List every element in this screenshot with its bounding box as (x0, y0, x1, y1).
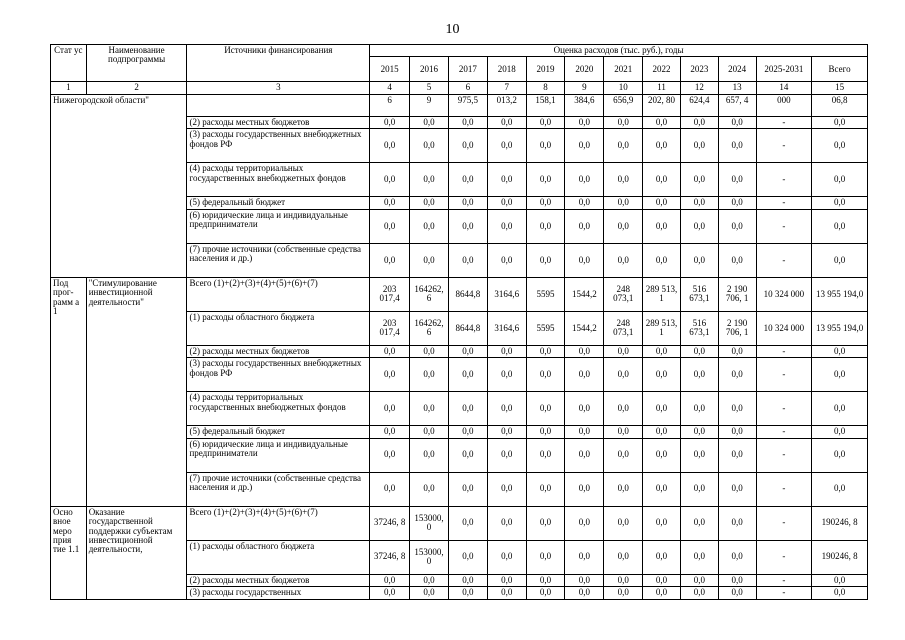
column-number: 6 (448, 82, 487, 94)
value-cell: - (756, 345, 812, 357)
value-cell: 0,0 (526, 358, 565, 392)
value-cell: 0,0 (812, 129, 868, 163)
header-year: 2020 (565, 57, 604, 82)
value-cell: - (756, 243, 812, 277)
value-cell: 10 324 000 (756, 277, 812, 311)
value-cell: 0,0 (448, 345, 487, 357)
value-cell: 0,0 (370, 345, 410, 357)
header-year: 2024 (718, 57, 756, 82)
value-cell: 0,0 (448, 209, 487, 243)
value-cell: 1544,2 (565, 277, 604, 311)
source-cell: (4) расходы территориальных государственных внебюджетных фондов (187, 392, 370, 426)
value-cell: 0,0 (526, 392, 565, 426)
value-cell: 0,0 (448, 574, 487, 586)
source-cell: Всего (1)+(2)+(3)+(4)+(5)+(6)+(7) (187, 506, 370, 540)
value-cell: 0,0 (370, 116, 410, 128)
value-cell: - (756, 209, 812, 243)
column-number: 14 (756, 82, 812, 94)
value-cell: 0,0 (680, 506, 718, 540)
value-cell: 0,0 (448, 506, 487, 540)
value-cell: 0,0 (643, 426, 681, 438)
value-cell: 0,0 (680, 472, 718, 506)
column-number: 8 (526, 82, 565, 94)
value-cell: 0,0 (812, 116, 868, 128)
value-cell: 0,0 (604, 345, 643, 357)
value-cell: 0,0 (643, 116, 681, 128)
value-cell: 0,0 (680, 426, 718, 438)
value-cell: 13 955 194,0 (812, 277, 868, 311)
value-cell: 0,0 (718, 209, 756, 243)
header-year: 2022 (643, 57, 681, 82)
source-cell: (6) юридические лица и индивидуальные предприниматели (187, 438, 370, 472)
page-number: 10 (445, 22, 460, 37)
column-number: 11 (643, 82, 681, 94)
value-cell: 0,0 (718, 163, 756, 197)
table-row (51, 277, 868, 311)
column-number: 7 (487, 82, 526, 94)
value-cell: 0,0 (604, 197, 643, 209)
value-cell: 0,0 (812, 358, 868, 392)
source-cell: (3) расходы государственных (187, 587, 370, 599)
value-cell: 0,0 (487, 574, 526, 586)
header-year: 2015 (370, 57, 410, 82)
value-cell: 0,0 (643, 209, 681, 243)
value-cell: 384,6 (565, 94, 604, 116)
value-cell: 0,0 (370, 163, 410, 197)
value-cell: 0,0 (680, 540, 718, 574)
value-cell: 0,0 (565, 392, 604, 426)
value-cell: - (756, 438, 812, 472)
value-cell: 0,0 (410, 209, 449, 243)
value-cell: 0,0 (448, 438, 487, 472)
value-cell: 0,0 (526, 116, 565, 128)
value-cell: 0,0 (370, 197, 410, 209)
header-year: 2023 (680, 57, 718, 82)
value-cell: 0,0 (410, 392, 449, 426)
value-cell: 000 (756, 94, 812, 116)
value-cell: 0,0 (604, 540, 643, 574)
value-cell: 0,0 (680, 243, 718, 277)
header-sources: Источники финансирования (187, 45, 370, 82)
header-year: 2016 (410, 57, 449, 82)
value-cell: 0,0 (643, 197, 681, 209)
value-cell: 0,0 (526, 540, 565, 574)
value-cell: 0,0 (487, 163, 526, 197)
value-cell: 0,0 (643, 540, 681, 574)
value-cell: 0,0 (680, 574, 718, 586)
value-cell: 0,0 (410, 345, 449, 357)
value-cell: 0,0 (448, 163, 487, 197)
value-cell: 0,0 (448, 540, 487, 574)
value-cell: 0,0 (718, 129, 756, 163)
measure-name: Оказание государственной поддержки субъектам инвестиционной деятельности, (86, 506, 187, 599)
value-cell: 0,0 (565, 574, 604, 586)
value-cell: 0,0 (448, 197, 487, 209)
value-cell: - (756, 540, 812, 574)
value-cell: 0,0 (370, 129, 410, 163)
value-cell: 0,0 (643, 438, 681, 472)
value-cell: 0,0 (526, 197, 565, 209)
value-cell: 0,0 (370, 243, 410, 277)
value-cell: 0,0 (604, 163, 643, 197)
value-cell: 0,0 (643, 506, 681, 540)
value-cell: 0,0 (487, 472, 526, 506)
value-cell: 8644,8 (448, 311, 487, 345)
value-cell: - (756, 358, 812, 392)
value-cell: 0,0 (410, 574, 449, 586)
column-number: 3 (187, 82, 370, 94)
source-cell: (2) расходы местных бюджетов (187, 116, 370, 128)
value-cell: 0,0 (604, 392, 643, 426)
source-cell: (1) расходы областного бюджета (187, 311, 370, 345)
value-cell: 0,0 (370, 209, 410, 243)
value-cell: 13 955 194,0 (812, 311, 868, 345)
value-cell: 248 073,1 (604, 311, 643, 345)
value-cell: 0,0 (604, 129, 643, 163)
value-cell: 0,0 (565, 358, 604, 392)
value-cell: - (756, 472, 812, 506)
value-cell: 0,0 (410, 163, 449, 197)
value-cell: 0,0 (448, 426, 487, 438)
table-row (51, 506, 868, 540)
value-cell: 0,0 (812, 472, 868, 506)
value-cell: 0,0 (604, 209, 643, 243)
value-cell: 0,0 (604, 243, 643, 277)
value-cell: 0,0 (812, 163, 868, 197)
value-cell: 0,0 (370, 392, 410, 426)
value-cell: 0,0 (604, 506, 643, 540)
value-cell: 153000, 0 (410, 540, 449, 574)
column-number: 12 (680, 82, 718, 94)
value-cell: 0,0 (718, 116, 756, 128)
value-cell: 0,0 (718, 345, 756, 357)
value-cell: 0,0 (812, 209, 868, 243)
value-cell: 190246, 8 (812, 540, 868, 574)
value-cell: 0,0 (487, 209, 526, 243)
value-cell: 0,0 (812, 574, 868, 586)
value-cell: 248 073,1 (604, 277, 643, 311)
value-cell: 0,0 (718, 197, 756, 209)
value-cell: 0,0 (487, 358, 526, 392)
column-number: 5 (410, 82, 449, 94)
value-cell: 0,0 (643, 392, 681, 426)
value-cell: 0,0 (448, 358, 487, 392)
value-cell: 5595 (526, 311, 565, 345)
value-cell: 0,0 (812, 438, 868, 472)
value-cell: 0,0 (565, 472, 604, 506)
value-cell: 0,0 (680, 209, 718, 243)
value-cell: 0,0 (487, 129, 526, 163)
value-cell: 0,0 (565, 116, 604, 128)
value-cell: 0,0 (812, 197, 868, 209)
value-cell: 0,0 (565, 163, 604, 197)
source-cell: (7) прочие источники (собственные средства населения и др.) (187, 472, 370, 506)
value-cell: 0,0 (487, 392, 526, 426)
value-cell: 0,0 (526, 587, 565, 599)
value-cell: 0,0 (565, 243, 604, 277)
table-row (51, 94, 868, 116)
value-cell: 0,0 (487, 540, 526, 574)
subprogram-status: Под прог-рамм а 1 (51, 277, 87, 506)
source-cell: (6) юридические лица и индивидуальные предприниматели (187, 209, 370, 243)
value-cell: 0,0 (565, 197, 604, 209)
value-cell: 0,0 (487, 506, 526, 540)
value-cell: 0,0 (643, 358, 681, 392)
value-cell: 0,0 (370, 587, 410, 599)
value-cell: - (756, 574, 812, 586)
value-cell: 0,0 (604, 472, 643, 506)
value-cell: 06,8 (812, 94, 868, 116)
value-cell: 153000, 0 (410, 506, 449, 540)
value-cell: 624,4 (680, 94, 718, 116)
column-number: 9 (565, 82, 604, 94)
value-cell: 0,0 (565, 438, 604, 472)
value-cell: 0,0 (370, 574, 410, 586)
value-cell: 0,0 (643, 129, 681, 163)
column-number: 1 (51, 82, 87, 94)
source-cell: Всего (1)+(2)+(3)+(4)+(5)+(6)+(7) (187, 277, 370, 311)
value-cell: 3164,6 (487, 311, 526, 345)
value-cell: 0,0 (448, 129, 487, 163)
source-cell: (2) расходы местных бюджетов (187, 574, 370, 586)
value-cell: 190246, 8 (812, 506, 868, 540)
column-number: 2 (86, 82, 187, 94)
value-cell: - (756, 129, 812, 163)
value-cell: 0,0 (410, 197, 449, 209)
value-cell: 0,0 (680, 116, 718, 128)
header-year: 2025-2031 (756, 57, 812, 82)
value-cell: 0,0 (643, 587, 681, 599)
value-cell: 289 513, 1 (643, 311, 681, 345)
source-cell: (5) федеральный бюджет (187, 197, 370, 209)
value-cell: 0,0 (410, 243, 449, 277)
column-number: 13 (718, 82, 756, 94)
value-cell: 0,0 (812, 345, 868, 357)
value-cell: 0,0 (565, 345, 604, 357)
value-cell: 0,0 (604, 438, 643, 472)
value-cell: 0,0 (718, 243, 756, 277)
value-cell: 0,0 (370, 472, 410, 506)
value-cell: 0,0 (718, 358, 756, 392)
value-cell: 516 673,1 (680, 277, 718, 311)
value-cell: 0,0 (448, 243, 487, 277)
subprogram-name: "Стимулирование инвестиционной деятельности" (86, 277, 187, 506)
value-cell: 0,0 (643, 243, 681, 277)
value-cell: 0,0 (643, 472, 681, 506)
value-cell: 516 673,1 (680, 311, 718, 345)
header-year: 2017 (448, 57, 487, 82)
value-cell: 0,0 (680, 163, 718, 197)
value-cell: 0,0 (526, 129, 565, 163)
value-cell: 0,0 (812, 426, 868, 438)
value-cell: 289 513, 1 (643, 277, 681, 311)
value-cell: 0,0 (718, 392, 756, 426)
value-cell: 37246, 8 (370, 540, 410, 574)
value-cell: 0,0 (565, 506, 604, 540)
value-cell: - (756, 587, 812, 599)
value-cell: 0,0 (680, 345, 718, 357)
value-cell: 6 (370, 94, 410, 116)
source-cell: (3) расходы государственных внебюджетных фондов РФ (187, 129, 370, 163)
value-cell: 0,0 (526, 243, 565, 277)
value-cell: - (756, 392, 812, 426)
value-cell: 0,0 (565, 587, 604, 599)
measure-status: Осно вное меро прия тие 1.1 (51, 506, 87, 599)
value-cell: 0,0 (487, 587, 526, 599)
value-cell: 0,0 (680, 129, 718, 163)
value-cell: 164262, 6 (410, 277, 449, 311)
value-cell: 0,0 (680, 438, 718, 472)
header-year: 2019 (526, 57, 565, 82)
value-cell: 0,0 (487, 426, 526, 438)
value-cell: 0,0 (487, 197, 526, 209)
value-cell: 0,0 (718, 426, 756, 438)
value-cell: 0,0 (718, 506, 756, 540)
value-cell: 202, 80 (643, 94, 681, 116)
value-cell: 0,0 (448, 392, 487, 426)
value-cell: 0,0 (565, 426, 604, 438)
value-cell: - (756, 197, 812, 209)
header-year: 2018 (487, 57, 526, 82)
value-cell: 0,0 (526, 345, 565, 357)
value-cell: 8644,8 (448, 277, 487, 311)
value-cell: 2 190 706, 1 (718, 311, 756, 345)
value-cell: 0,0 (487, 116, 526, 128)
source-cell: (2) расходы местных бюджетов (187, 345, 370, 357)
source-cell (187, 94, 370, 116)
value-cell: 10 324 000 (756, 311, 812, 345)
source-cell: (4) расходы территориальных государственных внебюджетных фондов (187, 163, 370, 197)
value-cell: 0,0 (370, 438, 410, 472)
value-cell: - (756, 426, 812, 438)
value-cell: 0,0 (604, 587, 643, 599)
value-cell: 0,0 (370, 426, 410, 438)
value-cell: 0,0 (370, 358, 410, 392)
value-cell: - (756, 163, 812, 197)
value-cell: 0,0 (448, 587, 487, 599)
value-cell: 0,0 (410, 129, 449, 163)
value-cell: 0,0 (410, 426, 449, 438)
value-cell: 656,9 (604, 94, 643, 116)
value-cell: 0,0 (410, 587, 449, 599)
value-cell: 0,0 (680, 358, 718, 392)
value-cell: - (756, 116, 812, 128)
header-subprogram: Наименование подпрограммы (86, 45, 187, 82)
value-cell: 0,0 (604, 574, 643, 586)
value-cell: 0,0 (643, 345, 681, 357)
value-cell: 0,0 (526, 506, 565, 540)
value-cell: 0,0 (526, 472, 565, 506)
value-cell: 0,0 (448, 472, 487, 506)
value-cell: 0,0 (680, 587, 718, 599)
value-cell: - (756, 506, 812, 540)
value-cell: 013,2 (487, 94, 526, 116)
source-cell: (5) федеральный бюджет (187, 426, 370, 438)
value-cell: 203 017,4 (370, 277, 410, 311)
column-number: 10 (604, 82, 643, 94)
value-cell: 0,0 (643, 574, 681, 586)
value-cell: 0,0 (718, 472, 756, 506)
value-cell: 0,0 (410, 116, 449, 128)
value-cell: 0,0 (526, 438, 565, 472)
value-cell: 0,0 (680, 392, 718, 426)
value-cell: 0,0 (604, 426, 643, 438)
value-cell: 3164,6 (487, 277, 526, 311)
header-estimate: Оценка расходов (тыс. руб.), годы (370, 45, 868, 57)
value-cell: 0,0 (643, 163, 681, 197)
value-cell: 0,0 (718, 438, 756, 472)
value-cell: 0,0 (812, 392, 868, 426)
value-cell: 975,5 (448, 94, 487, 116)
value-cell: 657, 4 (718, 94, 756, 116)
source-cell: (7) прочие источники (собственные средства населения и др.) (187, 243, 370, 277)
value-cell: 0,0 (565, 209, 604, 243)
value-cell: 0,0 (487, 243, 526, 277)
column-number: 4 (370, 82, 410, 94)
value-cell: 0,0 (487, 438, 526, 472)
value-cell: 0,0 (812, 587, 868, 599)
value-cell: 0,0 (448, 116, 487, 128)
value-cell: 9 (410, 94, 449, 116)
value-cell: 1544,2 (565, 311, 604, 345)
value-cell: 2 190 706, 1 (718, 277, 756, 311)
value-cell: 0,0 (565, 540, 604, 574)
value-cell: 0,0 (718, 587, 756, 599)
value-cell: 0,0 (410, 472, 449, 506)
header-year: 2021 (604, 57, 643, 82)
value-cell: 0,0 (526, 426, 565, 438)
value-cell: 0,0 (718, 540, 756, 574)
value-cell: 0,0 (410, 438, 449, 472)
value-cell: 0,0 (526, 209, 565, 243)
value-cell: 203 017,4 (370, 311, 410, 345)
value-cell: 0,0 (812, 243, 868, 277)
value-cell: 164262, 6 (410, 311, 449, 345)
value-cell: 0,0 (410, 358, 449, 392)
source-cell: (1) расходы областного бюджета (187, 540, 370, 574)
value-cell: 0,0 (526, 574, 565, 586)
value-cell: 0,0 (680, 197, 718, 209)
value-cell: 5595 (526, 277, 565, 311)
header-year: Всего (812, 57, 868, 82)
column-number: 15 (812, 82, 868, 94)
value-cell: 0,0 (604, 358, 643, 392)
value-cell: 0,0 (718, 574, 756, 586)
value-cell: 0,0 (565, 129, 604, 163)
expenditure-table (50, 44, 868, 600)
source-cell: (3) расходы государственных внебюджетных фондов РФ (187, 358, 370, 392)
header-status: Стат ус (51, 45, 87, 82)
value-cell: 0,0 (526, 163, 565, 197)
value-cell: 37246, 8 (370, 506, 410, 540)
value-cell: 0,0 (604, 116, 643, 128)
value-cell: 158,1 (526, 94, 565, 116)
value-cell: 0,0 (487, 345, 526, 357)
continued-label: Нижегородской области" (51, 94, 187, 277)
